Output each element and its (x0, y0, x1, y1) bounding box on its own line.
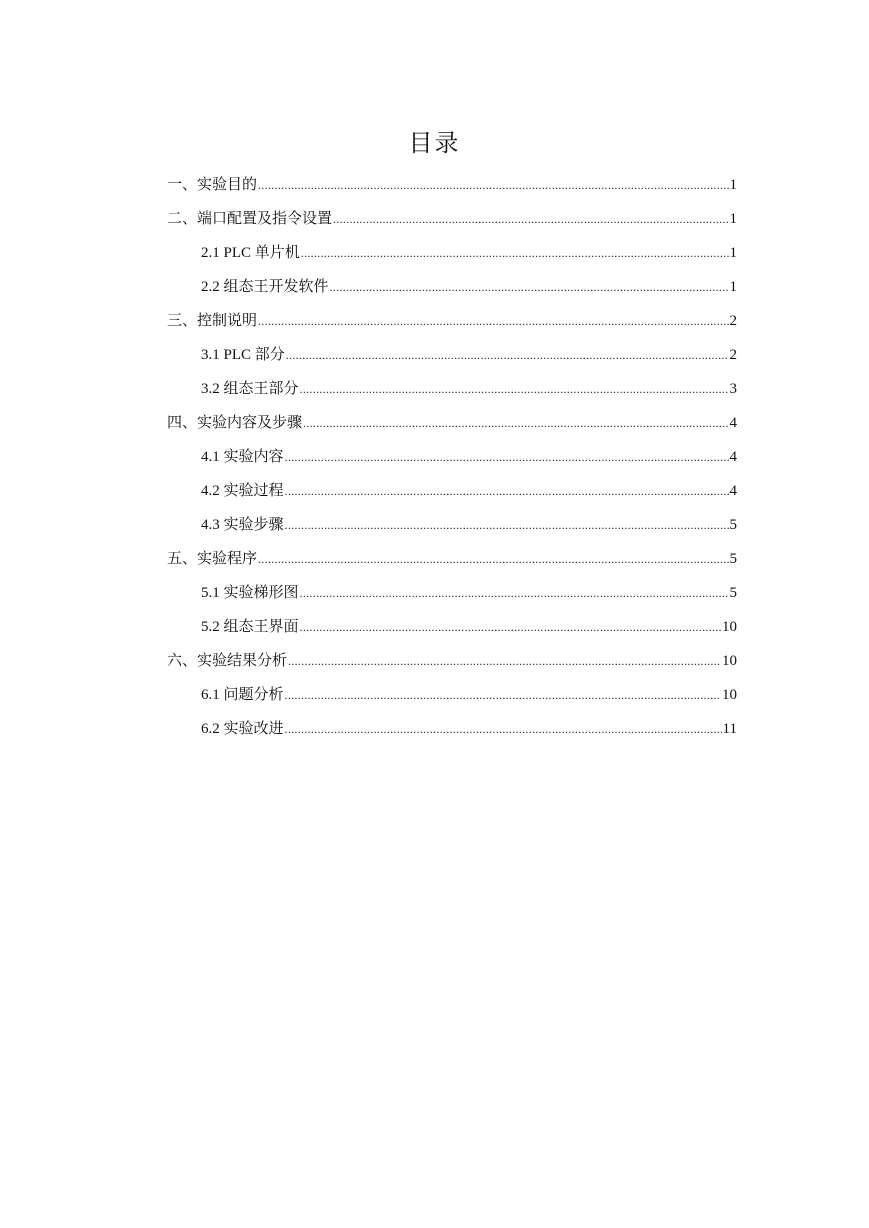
toc-leader-dots (288, 648, 721, 674)
toc-entry-text: 5.2 组态王界面 (201, 619, 299, 635)
toc-leader-dots (301, 240, 729, 266)
toc-list (167, 172, 737, 750)
toc-entry[interactable] (167, 648, 737, 682)
toc-entry-page: 4 (729, 415, 737, 431)
toc-entry-page: 4 (729, 483, 737, 499)
toc-entry-text: 6.1 问题分析 (201, 687, 284, 703)
toc-entry-page: 2 (729, 347, 737, 363)
toc-leader-dots (300, 376, 729, 402)
toc-leader-dots (330, 274, 729, 300)
toc-entry-page: 5 (729, 551, 737, 567)
toc-leader-dots (333, 206, 728, 232)
toc-entry[interactable] (167, 682, 737, 716)
toc-leader-dots (300, 614, 721, 640)
toc-entry-page: 11 (722, 721, 737, 737)
toc-entry-page: 5 (729, 517, 737, 533)
toc-leader-dots (285, 444, 729, 470)
toc-entry-page: 10 (722, 619, 737, 635)
toc-entry-text: 4.2 实验过程 (201, 483, 284, 499)
toc-leader-dots (258, 172, 728, 198)
toc-entry[interactable] (167, 512, 737, 546)
toc-entry-text: 四、实验内容及步骤 (167, 415, 303, 431)
toc-entry-text: 一、实验目的 (167, 177, 258, 193)
toc-entry[interactable] (167, 206, 737, 240)
toc-entry[interactable] (167, 376, 737, 410)
toc-leader-dots (285, 478, 729, 504)
toc-entry[interactable] (167, 716, 737, 750)
toc-entry-page: 1 (729, 279, 737, 295)
toc-entry[interactable] (167, 478, 737, 512)
toc-entry[interactable] (167, 410, 737, 444)
toc-entry-text: 六、实验结果分析 (167, 653, 288, 669)
toc-entry-page: 4 (729, 449, 737, 465)
toc-leader-dots (285, 512, 729, 538)
toc-entry-page: 3 (729, 381, 737, 397)
toc-entry[interactable] (167, 444, 737, 478)
toc-entry-text: 2.2 组态王开发软件 (201, 279, 329, 295)
toc-leader-dots (285, 716, 722, 742)
toc-entry-text: 3.2 组态王部分 (201, 381, 299, 397)
toc-entry[interactable] (167, 172, 737, 206)
toc-leader-dots (303, 410, 728, 436)
toc-entry-page: 1 (729, 245, 737, 261)
toc-entry[interactable] (167, 274, 737, 308)
toc-entry[interactable] (167, 342, 737, 376)
toc-entry-text: 3.1 PLC 部分 (201, 347, 285, 363)
toc-entry-text: 4.1 实验内容 (201, 449, 284, 465)
toc-entry-text: 三、控制说明 (167, 313, 258, 329)
toc-leader-dots (285, 682, 721, 708)
toc-entry[interactable] (167, 308, 737, 342)
toc-entry-text: 2.1 PLC 单片机 (201, 245, 300, 261)
toc-leader-dots (300, 580, 729, 606)
toc-entry-page: 2 (729, 313, 737, 329)
toc-entry-text: 4.3 实验步骤 (201, 517, 284, 533)
toc-entry-text: 6.2 实验改进 (201, 721, 284, 737)
toc-entry[interactable] (167, 614, 737, 648)
toc-entry-text: 五、实验程序 (167, 551, 258, 567)
toc-entry-page: 10 (722, 687, 737, 703)
toc-entry[interactable] (167, 546, 737, 580)
toc-entry[interactable] (167, 580, 737, 614)
toc-title: 目录 (408, 129, 461, 157)
toc-entry-text: 5.1 实验梯形图 (201, 585, 299, 601)
toc-entry-page: 5 (729, 585, 737, 601)
toc-leader-dots (258, 546, 728, 572)
toc-entry-page: 10 (722, 653, 737, 669)
toc-entry-page: 1 (729, 211, 737, 227)
toc-leader-dots (258, 308, 728, 334)
toc-entry-text: 二、端口配置及指令设置 (167, 211, 333, 227)
toc-entry[interactable] (167, 240, 737, 274)
toc-entry-page: 1 (729, 177, 737, 193)
toc-leader-dots (286, 342, 729, 368)
